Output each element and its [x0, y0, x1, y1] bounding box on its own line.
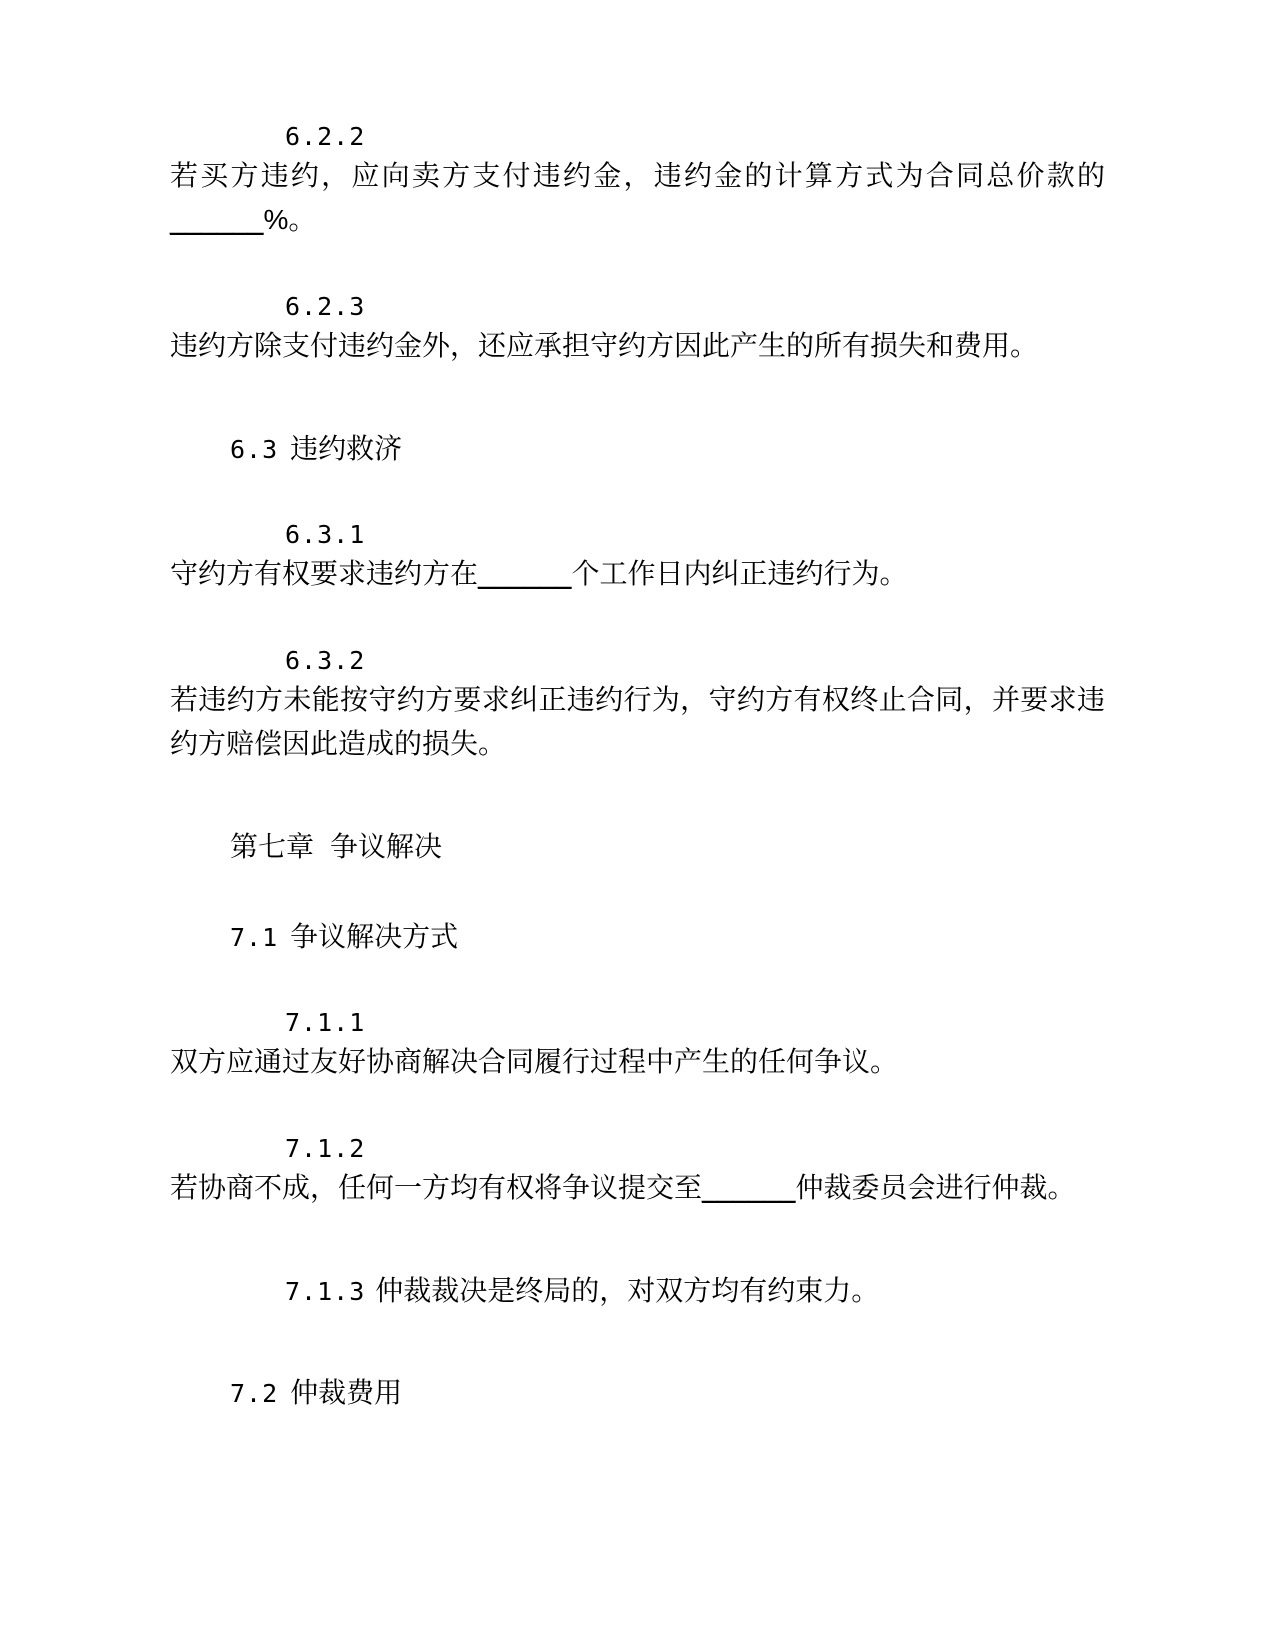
clause-line	[170, 1270, 1105, 1312]
clause-number: 6.3.1	[285, 520, 366, 550]
clause-text	[170, 324, 1105, 368]
chapter-title: 争议解决	[330, 831, 443, 863]
clause-text: 仲裁裁决是终局的，对双方均有约束力。	[375, 1275, 880, 1307]
heading-line	[170, 916, 1105, 958]
document-body	[170, 120, 1105, 1414]
clause-number: 6.2.3	[285, 292, 366, 322]
clause-6-2-3	[170, 290, 1105, 368]
clause-number: 7.1.2	[285, 1134, 366, 1164]
heading-title: 违约救济	[290, 433, 403, 465]
clause-text-part-a: 若买方违约，应向卖方支付违约金，违约金的计算方式为合同总价款	[170, 159, 1077, 191]
clause-text-period: 。	[1010, 329, 1039, 361]
chapter-heading-7	[170, 826, 1105, 868]
clause-number: 6.2.2	[285, 122, 366, 151]
clause-text-part-c: %。	[263, 203, 317, 235]
clause-7-1-2	[170, 1132, 1105, 1210]
fill-in-blank: ______	[478, 557, 572, 589]
section-heading-6-3	[170, 428, 1105, 470]
clause-6-3-2	[170, 644, 1105, 766]
clause-text-part-a: 违约方除支付违约金外，还应承担守约方因此产生的所有损失和费用	[170, 329, 1011, 361]
spacer	[170, 1110, 1105, 1132]
spacer	[170, 792, 1105, 826]
section-heading-7-1	[170, 916, 1105, 958]
clause-6-3-1	[170, 518, 1105, 596]
spacer	[170, 1338, 1105, 1372]
spacer	[170, 268, 1105, 290]
spacer	[170, 394, 1105, 428]
fill-in-blank: ______	[170, 203, 264, 235]
clause-text-part-b: 的	[1076, 159, 1105, 191]
heading-line	[170, 1372, 1105, 1414]
clause-number: 6.3.2	[285, 646, 366, 676]
heading-number: 7.2	[230, 1379, 279, 1409]
section-heading-7-2	[170, 1372, 1105, 1414]
spacer	[170, 984, 1105, 1006]
fill-in-blank: ______	[702, 1172, 796, 1204]
heading-line	[170, 428, 1105, 470]
chapter-label: 第七章	[230, 831, 315, 863]
heading-number: 6.3	[230, 435, 279, 465]
spacer	[170, 1236, 1105, 1270]
clause-text	[170, 154, 1105, 242]
clause-text-part-b: 个工作日内纠正违约行为。	[571, 557, 908, 589]
clause-6-2-2	[170, 120, 1105, 242]
heading-title: 仲裁费用	[290, 1377, 403, 1409]
clause-text-part-a: 守约方有权要求违约方在	[170, 557, 479, 589]
clause-number: 7.1.1	[285, 1008, 366, 1038]
clause-text-part-a: 若协商不成，任何一方均有权将争议提交至	[170, 1172, 703, 1204]
spacer	[170, 622, 1105, 644]
clause-number: 7.1.3	[285, 1277, 366, 1307]
clause-7-1-3	[170, 1270, 1105, 1312]
clause-7-1-1	[170, 1006, 1105, 1084]
heading-title: 争议解决方式	[290, 921, 459, 953]
spacer	[170, 496, 1105, 518]
clause-text: 双方应通过友好协商解决合同履行过程中产生的任何争议。	[170, 1046, 899, 1078]
heading-number: 7.1	[230, 923, 279, 953]
clause-text-part-b: 仲裁委员会进行仲裁。	[795, 1172, 1076, 1204]
spacer	[170, 894, 1105, 916]
clause-text	[170, 552, 1105, 596]
clause-text: 若违约方未能按守约方要求纠正违约行为，守约方有权终止合同，并要求违约方赔偿因此造成的损失。	[170, 683, 1105, 760]
chapter-line	[170, 826, 1105, 868]
clause-text	[170, 1166, 1105, 1210]
